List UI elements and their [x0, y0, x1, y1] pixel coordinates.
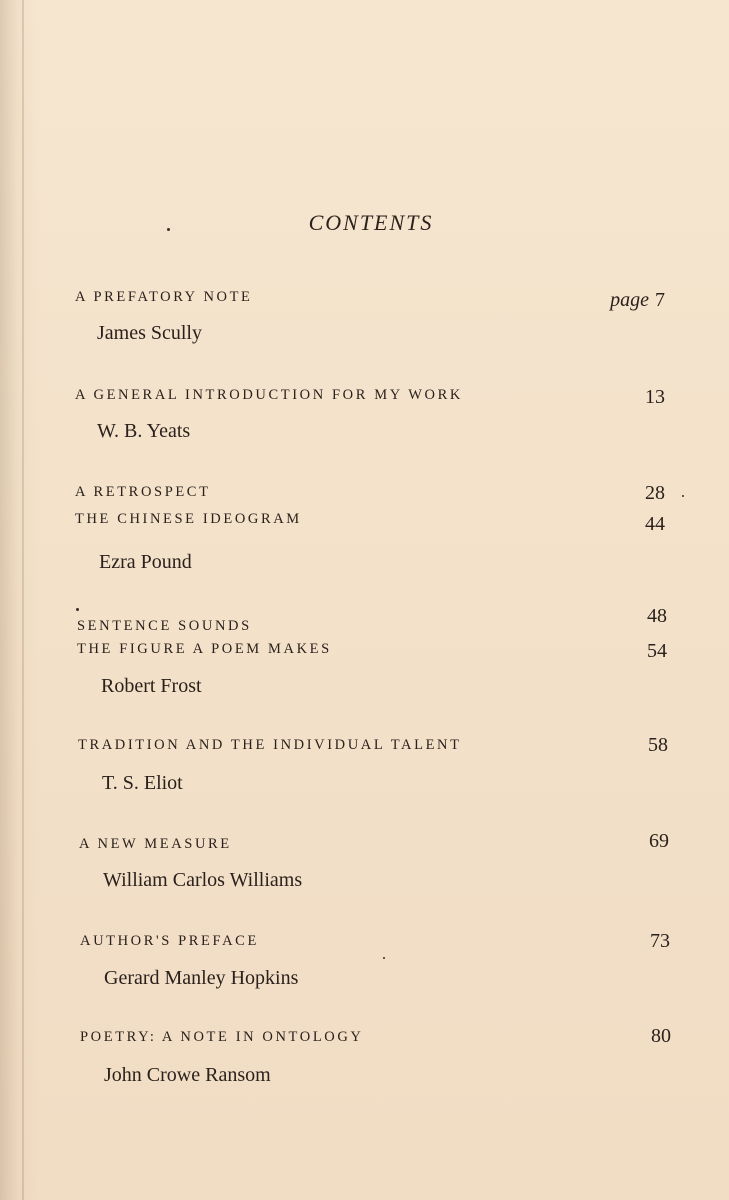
toc-author: Gerard Manley Hopkins	[104, 967, 299, 989]
toc-page-number: 80	[651, 1025, 671, 1047]
ink-speck	[76, 608, 79, 611]
toc-page-number: 28	[645, 482, 665, 504]
page-label: page	[610, 289, 649, 311]
toc-heading: THE FIGURE A POEM MAKES	[77, 641, 332, 657]
toc-author: William Carlos Williams	[103, 869, 303, 891]
toc-heading: TRADITION AND THE INDIVIDUAL TALENT	[78, 737, 462, 753]
toc-author: James Scully	[97, 322, 202, 344]
toc-author: Ezra Pound	[99, 551, 192, 573]
contents-title: CONTENTS	[308, 210, 434, 235]
toc-author: W. B. Yeats	[97, 420, 191, 442]
toc-heading: A GENERAL INTRODUCTION FOR MY WORK	[75, 387, 463, 403]
ink-speck	[682, 495, 684, 497]
toc-page-number: 73	[650, 930, 670, 952]
toc-author: T. S. Eliot	[102, 772, 183, 794]
toc-heading: A RETROSPECT	[75, 484, 211, 500]
toc-heading: A NEW MEASURE	[79, 836, 232, 852]
toc-heading: POETRY: A NOTE IN ONTOLOGY	[80, 1029, 364, 1045]
toc-page-number: 44	[645, 513, 665, 535]
toc-page-number: 58	[648, 734, 668, 756]
toc-page-number: 69	[649, 830, 669, 852]
toc-page-number: 13	[645, 386, 665, 408]
toc-heading: THE CHINESE IDEOGRAM	[75, 511, 302, 527]
ink-speck	[383, 957, 385, 959]
toc-page-number: 48	[647, 605, 667, 627]
toc-heading: AUTHOR'S PREFACE	[80, 933, 259, 949]
toc-author: Robert Frost	[101, 675, 202, 697]
toc-page-number: page 7	[610, 289, 665, 311]
page-gutter-shadow	[22, 0, 24, 1200]
toc-page-number: 54	[647, 640, 667, 662]
toc-heading: SENTENCE SOUNDS	[77, 618, 252, 634]
toc-heading: A PREFATORY NOTE	[75, 289, 253, 305]
toc-author: John Crowe Ransom	[104, 1064, 271, 1086]
